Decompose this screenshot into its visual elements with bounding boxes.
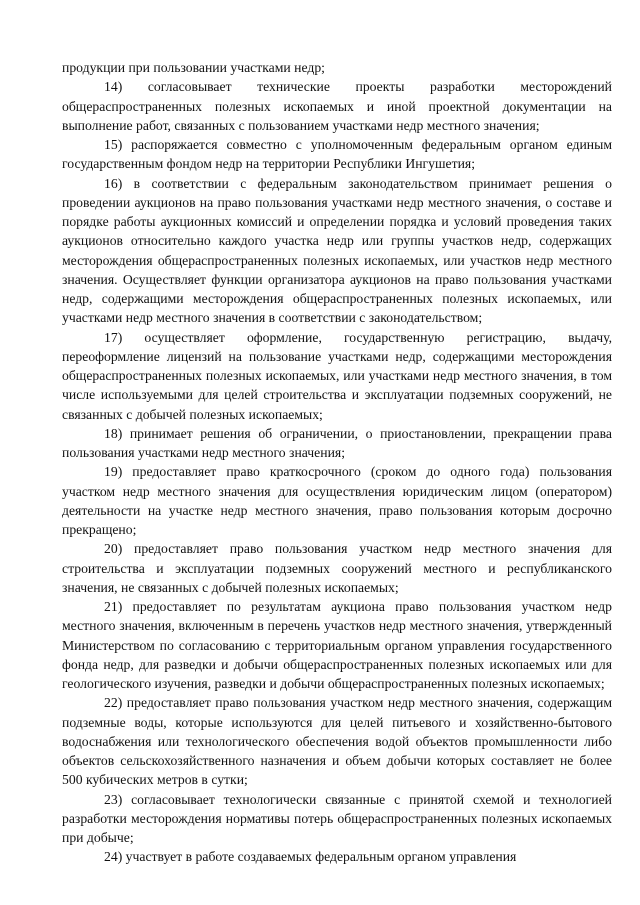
paragraph-continuation: продукции при пользовании участками недр; [62, 60, 325, 75]
paragraph-item-22: 22) предоставляет право пользования участком недр местного значения, содержащим подземные воды, которые используются для целей питьевого и хозяйственно-бытового водоснабжения или технологического обеспечения водой объектов промышленности либо объектов сельскохозяйственного назначения и объем добычи которых составляет не более 500 кубических метров в сутки; [62, 695, 612, 788]
paragraph-item-20: 20) предоставляет право пользования участком недр местного значения для строительства и эксплуатации подземных сооружений местного и республиканского значения, не связанных с добычей полезных ископаемых; [62, 541, 612, 595]
document-page [62, 58, 612, 867]
paragraph-item-18: 18) принимает решения об ограничении, о приостановлении, прекращении права пользования участками недр местного значения; [62, 425, 612, 460]
paragraph-item-21: 21) предоставляет по результатам аукциона право пользования участком недр местного значения, включенным в перечень участков недр местного значения, утвержденный Министерством по согласованию с территориальным органом управления государственного фонда недр, для разведки и добычи общераспространенных полезных ископаемых или для геологического изучения, разведки и добычи общераспространенных полезных ископаемых; [62, 599, 612, 691]
paragraph-item-24: 24) участвует в работе создаваемых федеральным органом управления [104, 849, 517, 865]
paragraph-item-17: 17) осуществляет оформление, государственную регистрацию, выдачу, переоформление лицензий на пользование участками недр, содержащими месторождения общераспространенных полезных ископаемых, или участками недр местного значения, в том числе используемыми для целей строительства и эксплуатации подземных сооружений, не связанных с добычей полезных ископаемых; [62, 329, 612, 422]
paragraph-item-15: 15) распоряжается совместно с уполномоченным федеральным органом единым государственным фондом недр на территории Республики Ингушетия; [62, 137, 612, 172]
paragraph-item-14: 14) согласовывает технические проекты разработки месторождений общераспространенных полезных ископаемых и иной проектной документации на выполнение работ, связанных с пользованием участками недр местного значения; [62, 79, 612, 133]
paragraph-item-16: 16) в соответствии с федеральным законодательством принимает решения о проведении аукционов на право пользования участками недр местного значения, о составе и порядке работы аукционных комиссий и определении порядка и условий проведения таких аукционов относительно каждого участка недр или группы участков недр, содержащих месторождения общераспространенных полезных ископаемых, или участков недр местного значения. Осуществляет функции организатора аукционов на право пользования участками недр, содержащими месторождения общераспространенных полезных ископаемых, или участками недр местного значения в соответствии с законодательством; [62, 175, 612, 326]
paragraph-item-19: 19) предоставляет право краткосрочного (сроком до одного года) пользования участком недр местного значения для осуществления юридическим лицом (оператором) деятельности на участке недр местного значения, право пользования которым досрочно прекращено; [62, 464, 612, 537]
paragraph-item-23: 23) согласовывает технологически связанные с принятой схемой и технологией разработки месторождения нормативы потерь общераспространенных полезных ископаемых при добыче; [62, 791, 612, 845]
